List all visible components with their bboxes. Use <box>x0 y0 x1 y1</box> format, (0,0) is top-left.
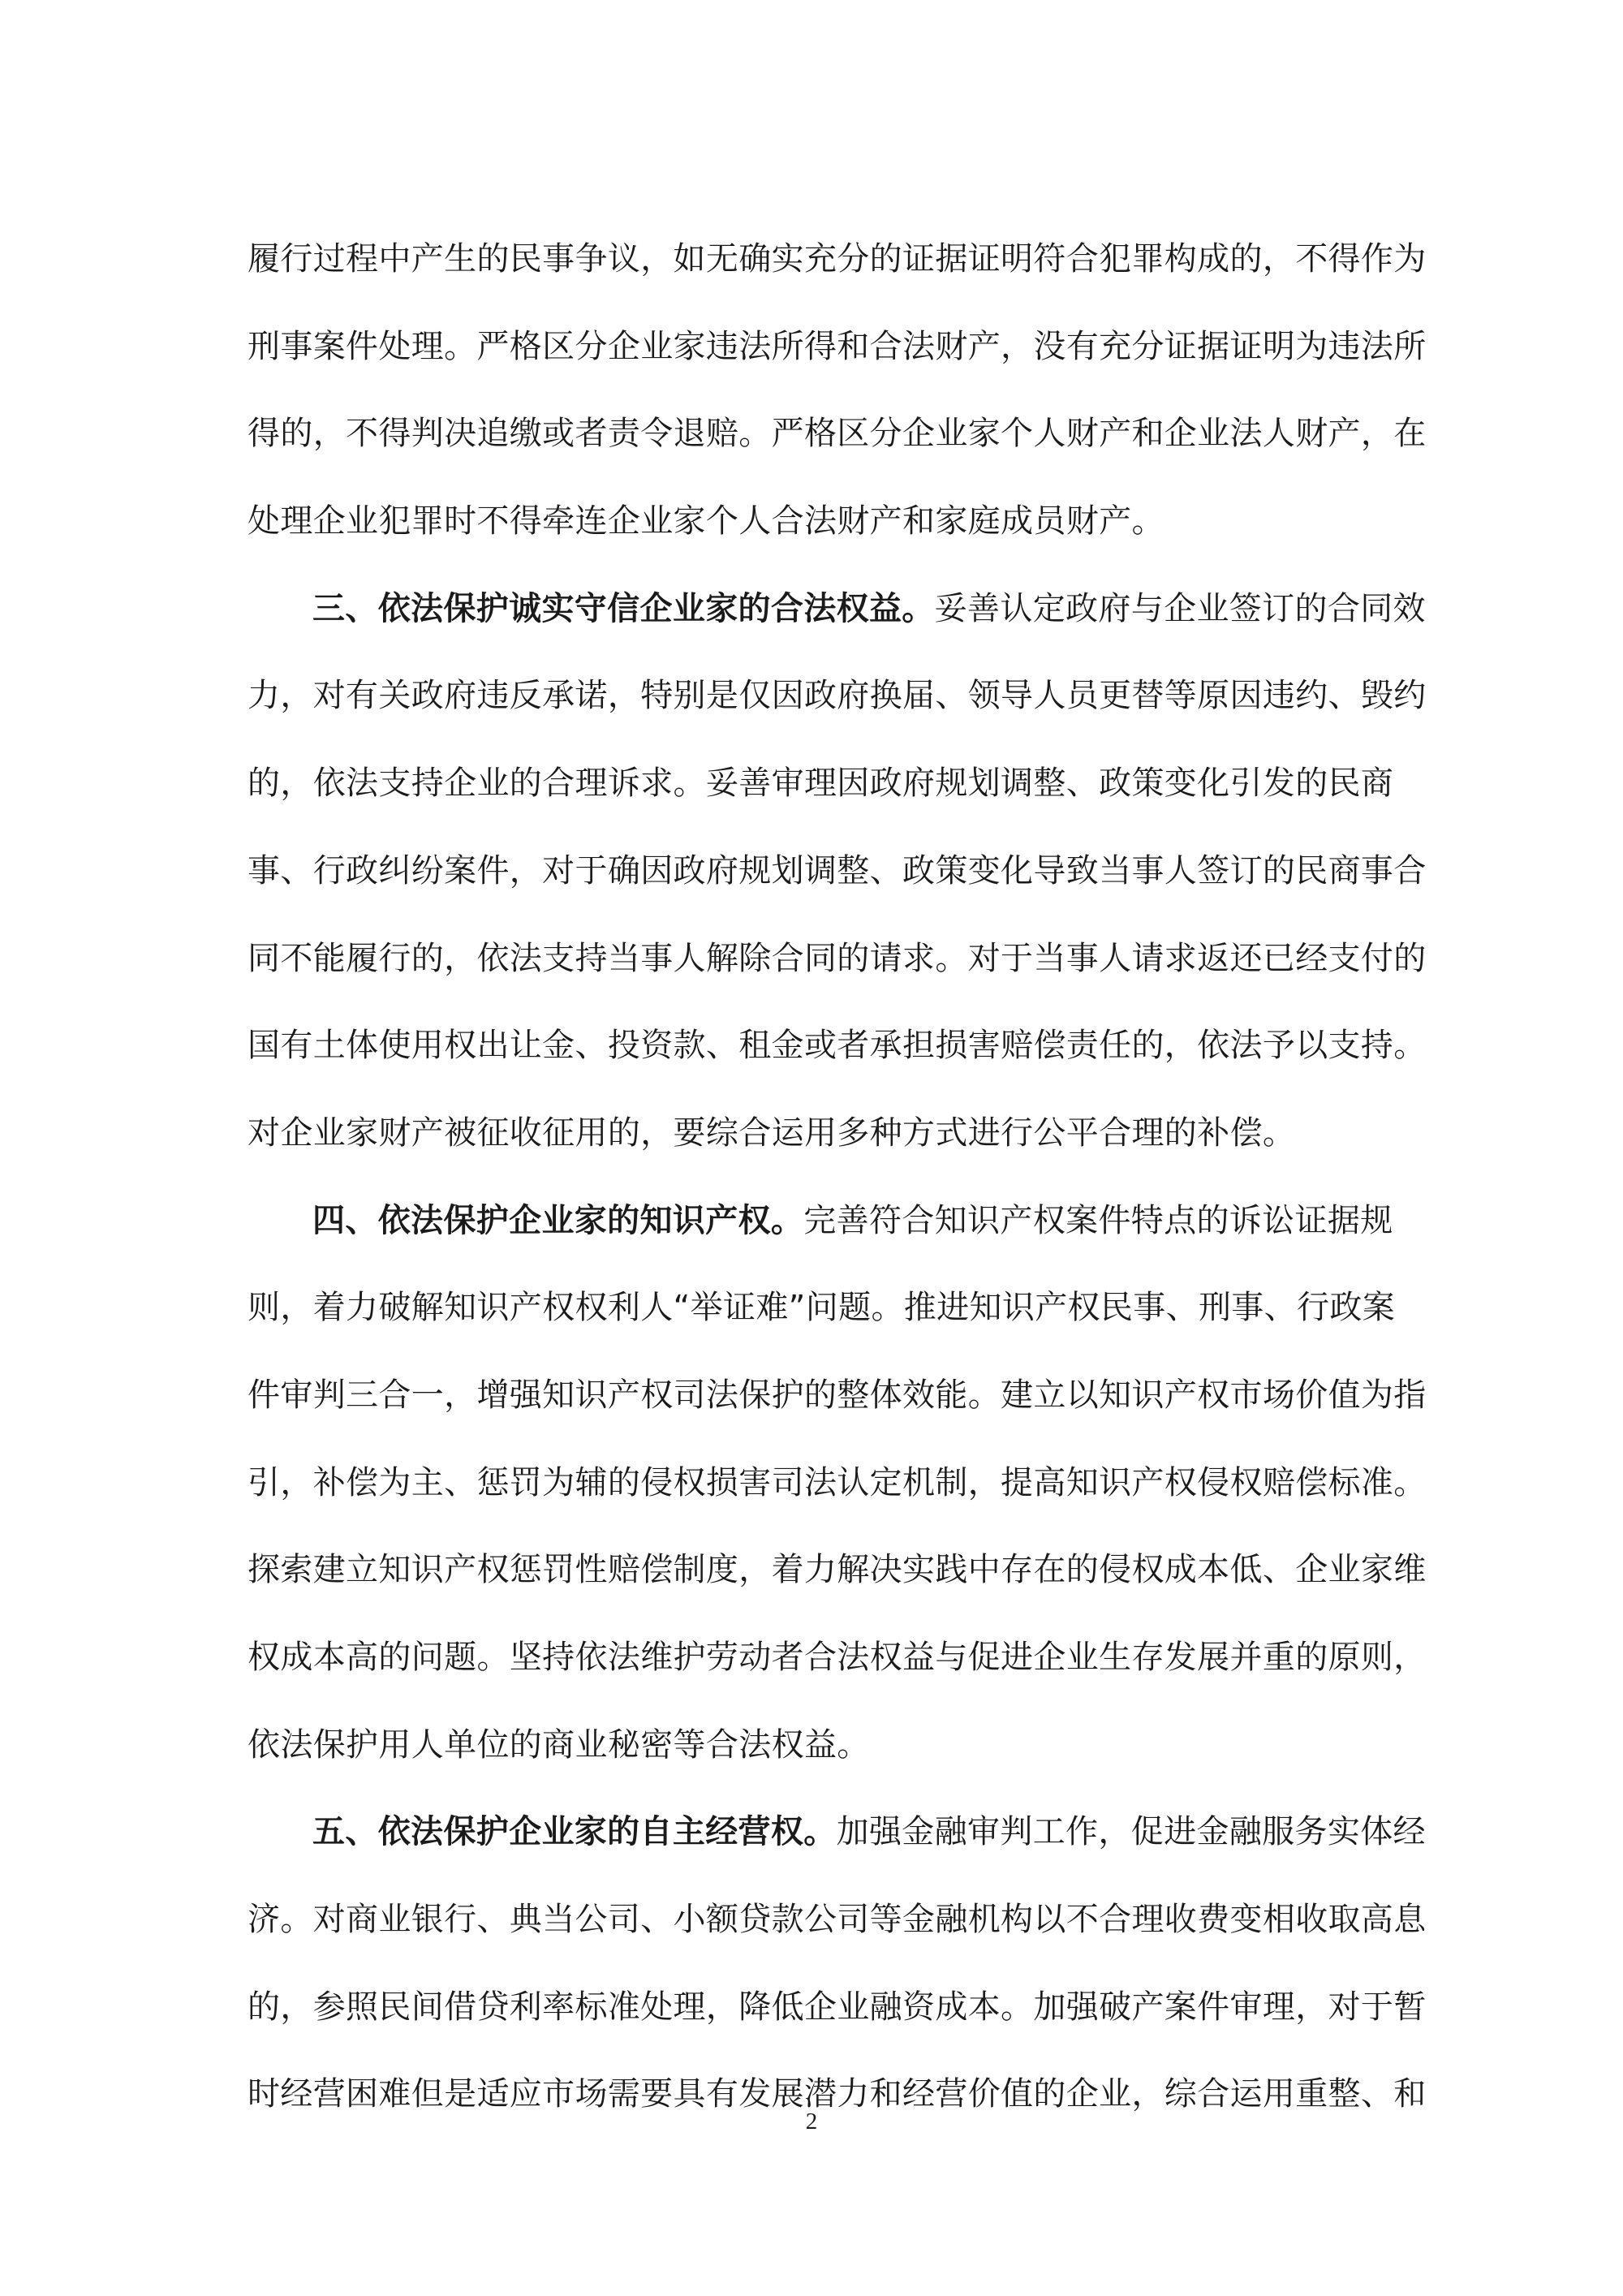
text-line: 的，参照民间借贷利率标准处理，降低企业融资成本。加强破产案件审理，对于暂 <box>248 1988 1427 2026</box>
text-line: 引，补偿为主、惩罚为辅的侵权损害司法认定机制，提高知识产权侵权赔偿标准。 <box>248 1463 1427 1501</box>
text-line: 同不能履行的，依法支持当事人解除合同的请求。对于当事人请求返还已经支付的 <box>248 939 1427 977</box>
paragraph-continuation <box>248 216 1427 566</box>
text-line: 事、行政纠纷案件，对于确因政府规划调整、政策变化导致当事人签订的民商事合 <box>248 851 1427 890</box>
page-number: 2 <box>805 2109 818 2134</box>
text-line: 的，依法支持企业的合理诉求。妥善审理因政府规划调整、政策变化引发的民商 <box>248 765 1394 803</box>
paragraph-section-4 <box>248 1178 1427 1790</box>
text-line: 履行过程中产生的民事争议，如无确实充分的证据证明符合犯罪构成的，不得作为 <box>248 240 1427 278</box>
text-line: 处理企业犯罪时不得牵连企业家个人合法财产和家庭成员财产。 <box>248 502 1165 541</box>
text-line: 探索建立知识产权惩罚性赔偿制度，着力解决实践中存在的侵权成本低、企业家维 <box>248 1551 1427 1589</box>
text-line: 对企业家财产被征收征用的，要综合运用多种方式进行公平合理的补偿。 <box>248 1114 1296 1152</box>
text-line: 刑事案件处理。严格区分企业家违法所得和合法财产，没有充分证据证明为违法所 <box>248 327 1427 365</box>
text-line <box>248 566 1426 653</box>
text-line <box>248 1789 1426 1876</box>
text-line: 国有土体使用权出让金、投资款、租金或者承担损害赔偿责任的，依法予以支持。 <box>248 1027 1427 1065</box>
body-text <box>248 216 1427 2139</box>
text-line: 济。对商业银行、典当公司、小额贷款公司等金融机构以不合理收费变相收取高息 <box>248 1901 1427 1939</box>
paragraph-section-5 <box>248 1789 1427 2139</box>
section-heading: 三、依法保护诚实守信企业家的合法权益。 <box>312 589 935 627</box>
text-line: 时经营困难但是适应市场需要具有发展潜力和经营价值的企业，综合运用重整、和 <box>248 2075 1427 2113</box>
text-line: 权成本高的问题。坚持依法维护劳动者合法权益与促进企业生存发展并重的原则， <box>248 1639 1427 1676</box>
text-line: 力，对有关政府违反承诺，特别是仅因政府换届、领导人员更替等原因违约、毁约 <box>248 677 1427 715</box>
section-heading: 四、依法保护企业家的知识产权。 <box>312 1201 804 1239</box>
text-line <box>248 1178 1393 1265</box>
text-line: 则，着力破解知识产权权利人“举证难”问题。推进知识产权民事、刑事、行政案 <box>248 1289 1396 1327</box>
text-fragment: 加强金融审判工作，促进金融服务实体经 <box>836 1813 1426 1851</box>
paragraph-section-3 <box>248 566 1427 1178</box>
text-fragment: 妥善认定政府与企业签订的合同效 <box>934 589 1426 627</box>
text-fragment: 完善符合知识产权案件特点的诉讼证据规 <box>803 1201 1393 1239</box>
section-heading: 五、依法保护企业家的自主经营权。 <box>312 1813 837 1851</box>
text-line: 得的，不得判决追缴或者责令退赔。严格区分企业家个人财产和企业法人财产，在 <box>248 415 1427 453</box>
text-line: 依法保护用人单位的商业秘密等合法权益。 <box>248 1725 870 1764</box>
text-line: 件审判三合一，增强知识产权司法保护的整体效能。建立以知识产权市场价值为指 <box>248 1376 1427 1414</box>
